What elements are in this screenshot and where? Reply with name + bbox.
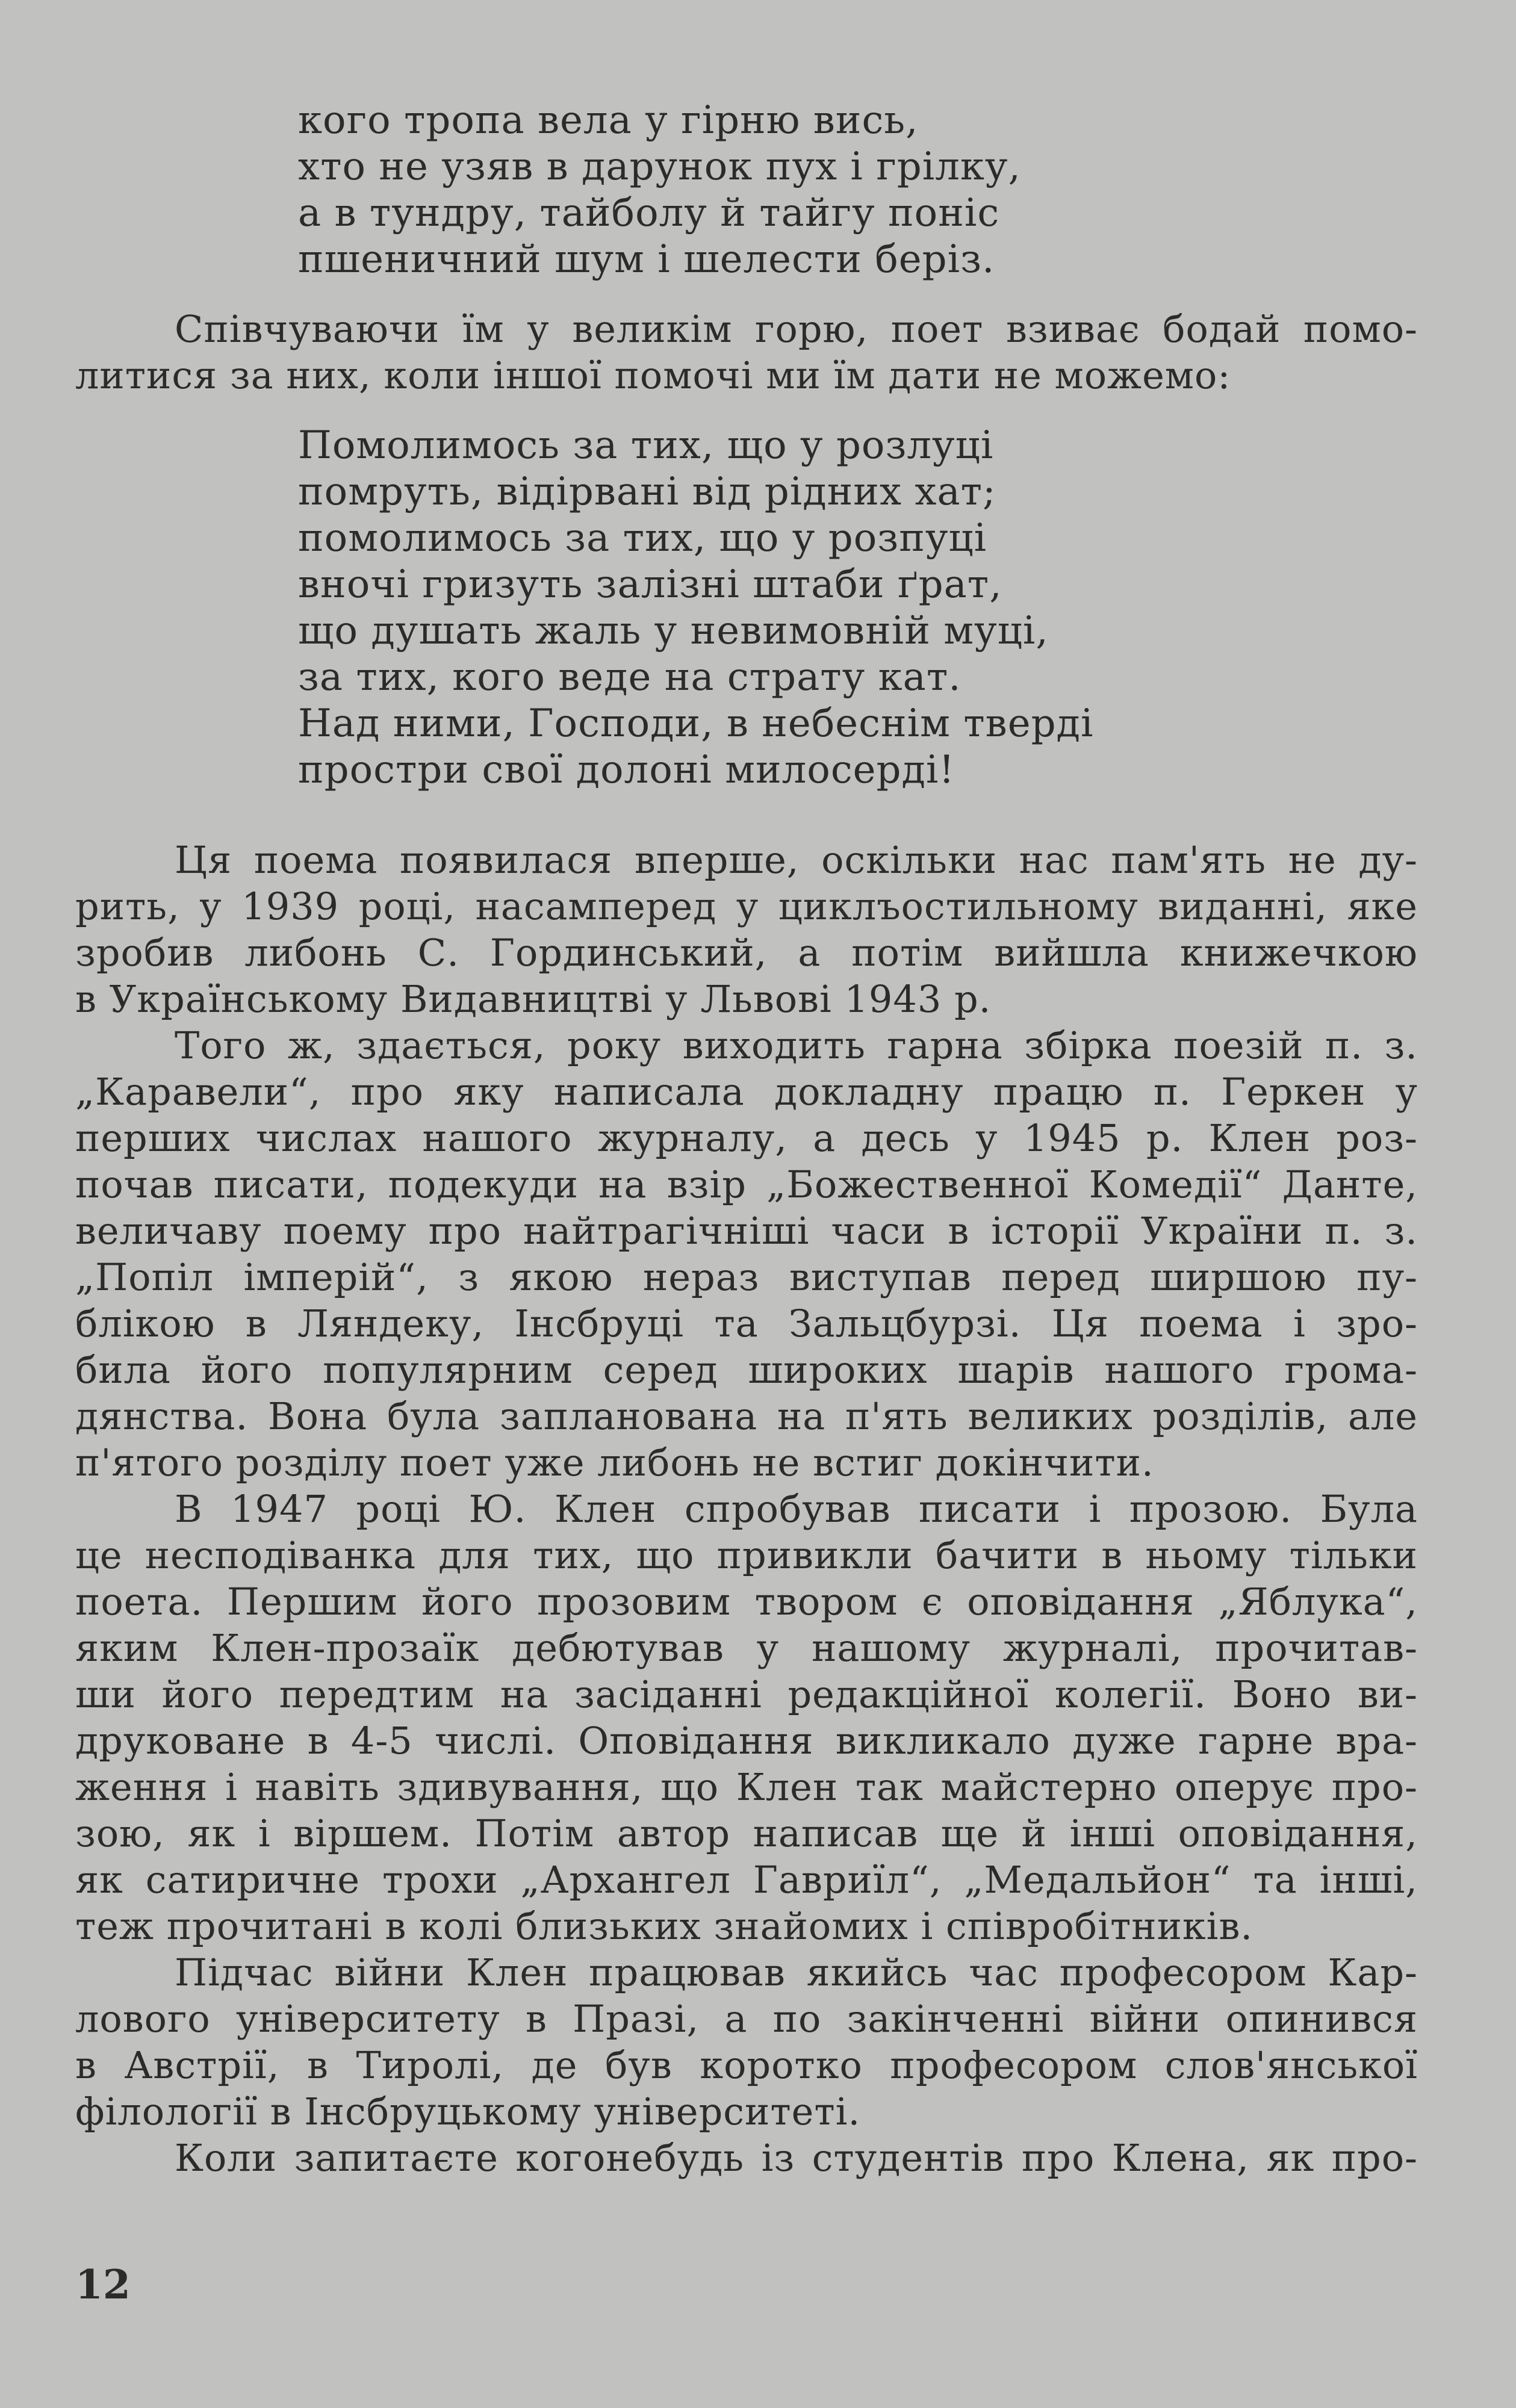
paragraph-line: п'ятого розділу поет уже либонь не встиг докінчити. <box>75 1441 1154 1485</box>
paragraph-line: в Австрії, в Тиролі, де був коротко професором слов'янської <box>75 2043 1418 2087</box>
paragraph-line: в Українському Видавництві у Львові 1943 р. <box>75 977 992 1021</box>
paragraph-line: друковане в 4-5 числі. Оповідання викликало дуже гарне вра- <box>75 1719 1418 1763</box>
paragraph-line: литися за них, коли іншої помочі ми їм дати не можемо: <box>75 353 1231 397</box>
paragraph-line: почав писати, подекуди на взір „Божественної Комедії“ Данте, <box>75 1162 1418 1206</box>
paragraph-line: зою, як і віршем. Потім автор написав ще й інші оповідання, <box>75 1811 1418 1855</box>
paragraph-line: Підчас війни Клен працював якийсь час професором Кар- <box>175 1950 1418 1994</box>
paragraph-line: ження і навіть здивування, що Клен так майстерно оперує про- <box>75 1765 1418 1809</box>
verse-line: Помолимось за тих, що у розлуці <box>298 423 994 468</box>
paragraph-line: Того ж, здається, року виходить гарна збірка поезій п. з. <box>175 1023 1418 1067</box>
paragraph-line: Коли запитаєте когонебудь із студентів про Клена, як про- <box>175 2136 1418 2180</box>
verse-line: помруть, відірвані від рідних хат; <box>298 470 996 514</box>
intro-paragraph <box>75 306 1418 399</box>
page-number: 12 <box>75 2261 131 2308</box>
paragraph-line: як сатиричне трохи „Архангел Гавриїл“, „Медальйон“ та інші, <box>75 1858 1418 1902</box>
paragraph-line: „Каравели“, про яку написала докладну працю п. Геркен у <box>75 1070 1418 1114</box>
paragraph-line: дянства. Вона була запланована на п'ять великих розділів, але <box>75 1394 1418 1438</box>
verse-line: що душать жаль у невимовній муці, <box>298 609 1049 653</box>
verse-line: вночі гризуть залізні штаби ґрат, <box>298 562 1002 607</box>
verse-stanza-top <box>298 98 1021 283</box>
verse-line: за тих, кого веде на страту кат. <box>298 655 961 700</box>
paragraph-line: била його популярним серед широких шарів нашого грома- <box>75 1348 1418 1392</box>
paragraph-line: Співчуваючи їм у великім горю, поет взиває бодай помо- <box>175 307 1418 351</box>
paragraph-line: перших числах нашого журналу, а десь у 1945 р. Клен роз- <box>75 1116 1418 1160</box>
main-text-body <box>75 837 1418 2181</box>
verse-line: Над ними, Господи, в небеснім тверді <box>298 701 1094 746</box>
verse-line: хто не узяв в дарунок пух і грілку, <box>298 144 1021 189</box>
paragraph-line: блікою в Ляндеку, Інсбруці та Зальцбурзі. Ця поема і зро- <box>75 1302 1418 1345</box>
verse-line: кого тропа вела у гірню вись, <box>298 98 919 143</box>
paragraph-line: яким Клен-прозаїк дебютував у нашому журналі, прочитав- <box>75 1626 1418 1670</box>
paragraph-line: зробив либонь С. Гординський, а потім вийшла книжечкою <box>75 931 1418 975</box>
paragraph-line: ши його передтим на засіданні редакційної колегії. Воно ви- <box>75 1672 1418 1716</box>
paragraph-line: рить, у 1939 році, насамперед у циклъостильному виданні, яке <box>75 884 1418 928</box>
verse-line: а в тундру, тайболу й тайгу поніс <box>298 191 1000 235</box>
paragraph-line: величаву поему про найтрагічніші часи в історії України п. з. <box>75 1209 1418 1253</box>
paragraph-line: це несподіванка для тих, що привикли бачити в ньому тільки <box>75 1533 1418 1577</box>
verse-line: простри свої долоні милосерді! <box>298 748 955 792</box>
paragraph-line: Ця поема появилася вперше, оскільки нас пам'ять не ду- <box>175 838 1418 882</box>
paragraph-line: філології в Інсбруцькому університеті. <box>75 2090 861 2133</box>
paragraph-line: поета. Першим його прозовим твором є оповідання „Яблука“, <box>75 1580 1418 1624</box>
verse-line: пшеничний шум і шелести беріз. <box>298 237 995 282</box>
paragraph-line: „Попіл імперій“, з якою нераз виступав перед ширшою пу- <box>75 1255 1418 1299</box>
verse-line: помолимось за тих, що у розпуці <box>298 516 987 560</box>
paragraph-line: лового університету в Празі, а по закінченні війни опинився <box>75 1997 1418 2041</box>
paragraph-line: В 1947 році Ю. Клен спробував писати і прозою. Була <box>175 1487 1418 1531</box>
verse-stanza-prayer <box>298 423 1093 793</box>
paragraph-line: теж прочитані в колі близьких знайомих і співробітників. <box>75 1904 1253 1948</box>
